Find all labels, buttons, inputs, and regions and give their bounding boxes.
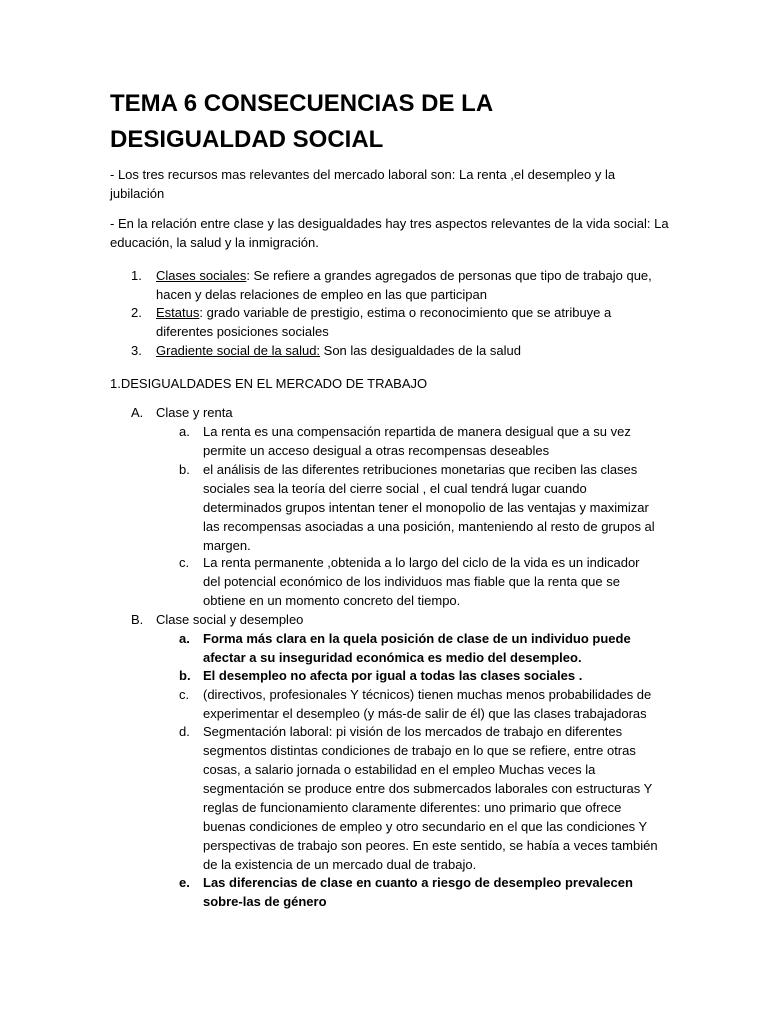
list-marker: B. [131,612,144,627]
page-title: TEMA 6 CONSECUENCIAS DE LA DESIGUALDAD SOCIAL [110,90,493,153]
list-marker: 3. [131,343,142,358]
list-item [179,873,659,911]
list-marker: e. [179,875,190,890]
list-item-text: La renta es una compensación repartida de manera desigual que a su vez permite un acceso desigual a otras recompensas deseables [203,424,631,458]
subsection-a [131,403,671,422]
list-marker: a. [179,424,190,439]
list-marker: 1. [131,268,142,283]
numbered-item-3 [131,341,671,360]
definition-text: : grado variable de prestigio, estima o reconocimiento que se atribuye a diferentes posiciones sociales [156,305,612,339]
definition-text: : Se refiere a grandes agregados de personas que tipo de trabajo que, hacen y delas relaciones de empleo en las que participan [156,268,652,302]
list-item-text: La renta permanente ,obtenida a lo largo del ciclo de la vida es un indicador del potencial económico de los individuos mas fiable que la renta que se obtiene en un momento concreto del tiempo. [203,555,640,608]
term-estatus: Estatus [156,305,200,320]
term-gradiente-social: Gradiente social de la salud: [156,343,321,358]
term-clases-sociales: Clases sociales [156,268,247,283]
intro-paragraph-1: - Los tres recursos mas relevantes del mercado laboral son: La renta ,el desempleo y la jubilación [110,167,616,201]
definition-text: Son las desigualdades de la salud [320,343,521,358]
numbered-item-1 [131,266,671,304]
intro-paragraph-2: - En la relación entre clase y las desigualdades hay tres aspectos relevantes de la vida social: La educación, la salud y la inmigración. [110,216,669,250]
section-heading: 1.DESIGUALDADES EN EL MERCADO DE TRABAJO [110,376,428,391]
list-marker: A. [131,405,144,420]
list-marker: b. [179,462,190,477]
list-item-text: (directivos, profesionales Y técnicos) tienen muchas menos probabilidades de experimentar el desempleo (y más-de salir de él) que las clases trabajadoras [203,687,652,721]
list-marker: d. [179,724,190,739]
subsection-label: Clase social y desempleo [156,612,304,627]
subsection-label: Clase y renta [156,405,233,420]
list-item-text: Forma más clara en la quela posición de clase de un individuo puede afectar a su inseguridad económica es medio del desempleo. [203,631,631,665]
list-marker: 2. [131,305,142,320]
list-marker: c. [179,555,190,570]
list-item [179,666,659,685]
numbered-item-2 [131,303,671,341]
list-marker: b. [179,668,191,683]
list-item [179,460,659,555]
list-item [179,722,659,874]
list-item [179,422,659,460]
list-marker: a. [179,631,190,646]
subsection-b [131,610,671,629]
list-item-text: el análisis de las diferentes retribuciones monetarias que reciben las clases sociales sea la teoría del cierre social , el cual tendrá lugar cuando determinados grupos intentan tener el monopolio de las ventajas y maximizar las recompensas asociadas a una posición, manteniendo al resto de grupos al margen. [203,462,655,553]
list-item [179,685,659,723]
list-item [179,553,659,610]
list-item [179,629,659,667]
list-item-text: Las diferencias de clase en cuanto a riesgo de desempleo prevalecen sobre-las de género [203,875,633,909]
list-item-text: Segmentación laboral: pi visión de los mercados de trabajo en diferentes segmentos distintas condiciones de trabajo en lo que se refiere, entre otras cosas, a salario jornada o estabilidad en el empleo Muchas veces la segmentación se produce entre dos submercados laborales con estructuras Y reglas de funcionamiento claramente diferentes: uno primario que ofrece buenas condiciones de empleo y otro secundario en el que las condiciones Y perspectivas de trabajo son peores. En este sentido, se había a veces también de la existencia de un mercado dual de trabajo. [203,724,658,872]
list-item-text: El desempleo no afecta por igual a todas las clases sociales . [203,668,583,683]
list-marker: c. [179,687,190,702]
